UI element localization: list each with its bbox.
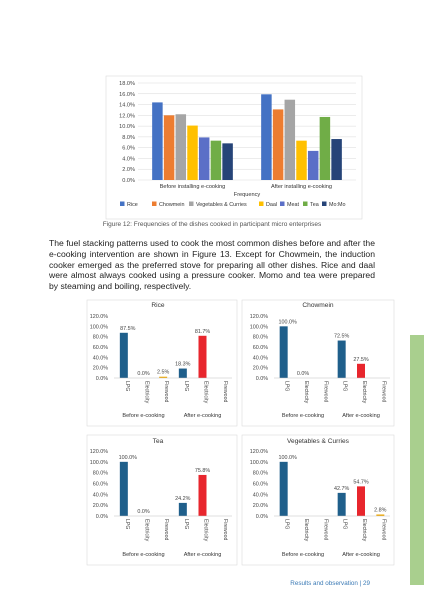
main-bar	[211, 141, 222, 180]
main-ytick-label: 6.0%	[122, 145, 135, 152]
page-footer: Results and observation | 29	[290, 580, 370, 587]
small-bar	[338, 493, 346, 516]
small-category-label: LPG	[182, 381, 189, 392]
legend-swatch	[303, 202, 308, 207]
small-ytick-label: 120.0%	[249, 449, 268, 455]
small-chart-title: Rice	[151, 302, 165, 309]
small-bar-label: 18.3%	[175, 361, 191, 368]
small-ytick-label: 0.0%	[255, 514, 268, 520]
main-ytick-label: 12.0%	[119, 113, 135, 120]
small-chart-title: Chowmein	[302, 302, 334, 309]
small-ytick-label: 20.0%	[252, 503, 268, 510]
main-bar	[296, 141, 307, 180]
small-category-label: LPG	[341, 381, 348, 392]
small-category-label: Electricity	[143, 381, 150, 404]
small-bar-label: 24.2%	[175, 495, 191, 502]
main-bar	[331, 139, 342, 180]
legend-swatch	[152, 202, 157, 207]
small-category-label: Electricity	[361, 519, 367, 542]
small-ytick-label: 100.0%	[89, 459, 108, 466]
small-category-label: LPG	[341, 519, 348, 530]
small-category-label: Firewood	[380, 381, 387, 403]
small-category-label: Electricity	[202, 381, 209, 404]
main-bar	[199, 137, 210, 180]
small-category-label: LPG	[283, 381, 290, 392]
small-category-label: Electricity	[143, 519, 150, 542]
legend-label: Tea	[310, 201, 319, 208]
small-category-label: Electricity	[361, 381, 367, 404]
legend-swatch	[120, 202, 125, 207]
small-bar	[280, 326, 288, 378]
legend-swatch	[259, 202, 264, 207]
main-chart	[119, 81, 356, 208]
small-group-label: After e-cooking	[342, 413, 380, 419]
small-charts	[90, 302, 390, 558]
small-category-label: LPG	[182, 519, 189, 530]
main-bar	[261, 94, 272, 180]
small-category-label: Electricity	[303, 519, 309, 542]
small-bar	[280, 462, 288, 516]
small-bar	[357, 486, 365, 516]
small-bar-label: 100.0%	[278, 454, 297, 461]
main-bar	[187, 126, 198, 180]
small-bar-label: 2.5%	[157, 369, 170, 376]
small-ytick-label: 40.0%	[92, 355, 108, 362]
small-ytick-label: 100.0%	[89, 324, 108, 331]
small-ytick-label: 40.0%	[252, 492, 268, 499]
legend-swatch	[322, 202, 327, 207]
main-ytick-label: 8.0%	[122, 134, 135, 141]
small-category-label: LPG	[123, 381, 130, 392]
small-bar	[120, 462, 128, 516]
small-bar-label: 2.8%	[374, 507, 387, 514]
small-ytick-label: 80.0%	[252, 334, 268, 341]
small-bar	[179, 503, 187, 516]
small-ytick-label: 120.0%	[249, 314, 268, 320]
main-group-label: Before installing e-cooking	[159, 184, 226, 190]
small-ytick-label: 80.0%	[92, 470, 108, 477]
small-ytick-label: 0.0%	[95, 514, 108, 520]
main-ytick-label: 0.0%	[122, 178, 135, 184]
small-ytick-label: 120.0%	[89, 449, 108, 455]
rice-chart-frame	[87, 300, 237, 426]
small-category-label: Firewood	[163, 381, 170, 403]
small-ytick-label: 80.0%	[92, 334, 108, 341]
small-group-label: Before e-cooking	[122, 552, 165, 558]
main-bar	[176, 114, 187, 180]
small-bar-label: 87.5%	[120, 325, 136, 332]
main-ytick-label: 14.0%	[119, 102, 135, 109]
small-group-label: After e-cooking	[183, 413, 222, 419]
small-bar	[179, 369, 187, 378]
main-ytick-label: 16.0%	[119, 91, 135, 98]
small-bar-label: 75.8%	[194, 467, 211, 474]
small-ytick-label: 0.0%	[255, 376, 268, 382]
small-ytick-label: 120.0%	[89, 314, 108, 320]
small-category-label: Firewood	[163, 519, 170, 541]
small-bar-label: 54.7%	[353, 479, 369, 486]
small-ytick-label: 100.0%	[249, 459, 268, 466]
small-ytick-label: 60.0%	[252, 481, 268, 488]
small-ytick-label: 80.0%	[252, 470, 268, 477]
small-bar-label: 0.0%	[137, 371, 150, 377]
small-ytick-label: 20.0%	[252, 365, 268, 372]
small-ytick-label: 20.0%	[92, 365, 108, 372]
small-category-label: Electricity	[202, 519, 209, 542]
small-group-label: Before e-cooking	[122, 413, 165, 419]
main-bar	[320, 117, 331, 180]
small-bar-label: 72.5%	[334, 333, 350, 340]
main-bar	[273, 109, 284, 180]
main-ytick-label: 2.0%	[122, 167, 135, 174]
main-group-label: After installing e-cooking	[271, 184, 332, 190]
side-accent-bar	[410, 335, 424, 585]
small-group-label: Before e-cooking	[281, 552, 325, 558]
small-bar-label: 0.0%	[137, 509, 150, 515]
main-bar	[308, 151, 319, 180]
small-ytick-label: 40.0%	[252, 355, 268, 362]
small-bar-label: 27.5%	[353, 356, 369, 363]
legend-label: Mo:Mo	[329, 201, 346, 208]
main-bar	[164, 115, 175, 180]
main-xaxis-title: Frequency	[233, 192, 261, 198]
main-bar	[285, 100, 296, 180]
main-ytick-label: 18.0%	[119, 81, 135, 87]
small-bar	[357, 364, 365, 378]
small-chart-title: Vegetables & Curries	[287, 438, 349, 445]
legend-swatch	[280, 202, 285, 207]
small-chart-title: Tea	[152, 438, 164, 445]
main-bar	[222, 143, 233, 180]
main-bar	[152, 102, 163, 180]
main-ytick-label: 4.0%	[122, 156, 135, 163]
small-category-label: Firewood	[222, 381, 229, 403]
small-ytick-label: 20.0%	[92, 503, 108, 510]
small-category-label: Firewood	[380, 519, 387, 541]
small-bar-label: 81.7%	[194, 328, 211, 335]
small-ytick-label: 40.0%	[92, 492, 108, 499]
small-category-label: Firewood	[322, 381, 329, 403]
legend-swatch	[189, 202, 194, 207]
legend-label: Meat	[287, 201, 299, 208]
small-bar	[120, 333, 128, 378]
small-group-label: After e-cooking	[342, 552, 380, 558]
small-bar-label: 0.0%	[296, 371, 310, 377]
figure-caption: Figure 12: Frequencies of the dishes cooked in participant micro enterprises	[102, 221, 322, 228]
small-group-label: Before e-cooking	[281, 413, 325, 419]
small-ytick-label: 60.0%	[92, 481, 108, 488]
small-category-label: Firewood	[322, 519, 329, 541]
small-bar	[199, 475, 207, 516]
legend-label: Daal	[266, 201, 278, 208]
small-ytick-label: 100.0%	[249, 324, 268, 331]
small-ytick-label: 0.0%	[95, 376, 108, 382]
small-group-label: After e-cooking	[183, 552, 222, 558]
small-ytick-label: 60.0%	[252, 345, 268, 351]
body-paragraph: The fuel stacking patterns used to cook the most common dishes before and after the e-cooking intervention are shown in Figure 13. Except for Chowmein, the induction cooker emerged as the preferred stove for preparing all other dishes. Rice and daal were almost always cooked using a pressure cooker. Momo and tea were prepared by steaming and boiling, respectively.	[49, 238, 375, 292]
legend-label: Vegetables & Curries	[196, 201, 247, 208]
small-bar-label: 100.0%	[278, 319, 297, 326]
small-category-label: LPG	[123, 519, 130, 530]
legend-label: Chowmein	[159, 201, 185, 208]
small-bar-label: 100.0%	[118, 454, 137, 461]
tea-chart-frame	[87, 435, 237, 565]
small-bar-label: 42.7%	[334, 485, 350, 492]
small-category-label: Electricity	[303, 381, 309, 404]
small-category-label: LPG	[283, 519, 290, 530]
small-category-label: Firewood	[222, 519, 229, 541]
main-ytick-label: 10.0%	[119, 124, 135, 131]
small-bar	[199, 336, 207, 378]
small-bar	[338, 341, 346, 378]
legend-label: Rice	[127, 201, 138, 208]
small-ytick-label: 60.0%	[92, 345, 108, 351]
